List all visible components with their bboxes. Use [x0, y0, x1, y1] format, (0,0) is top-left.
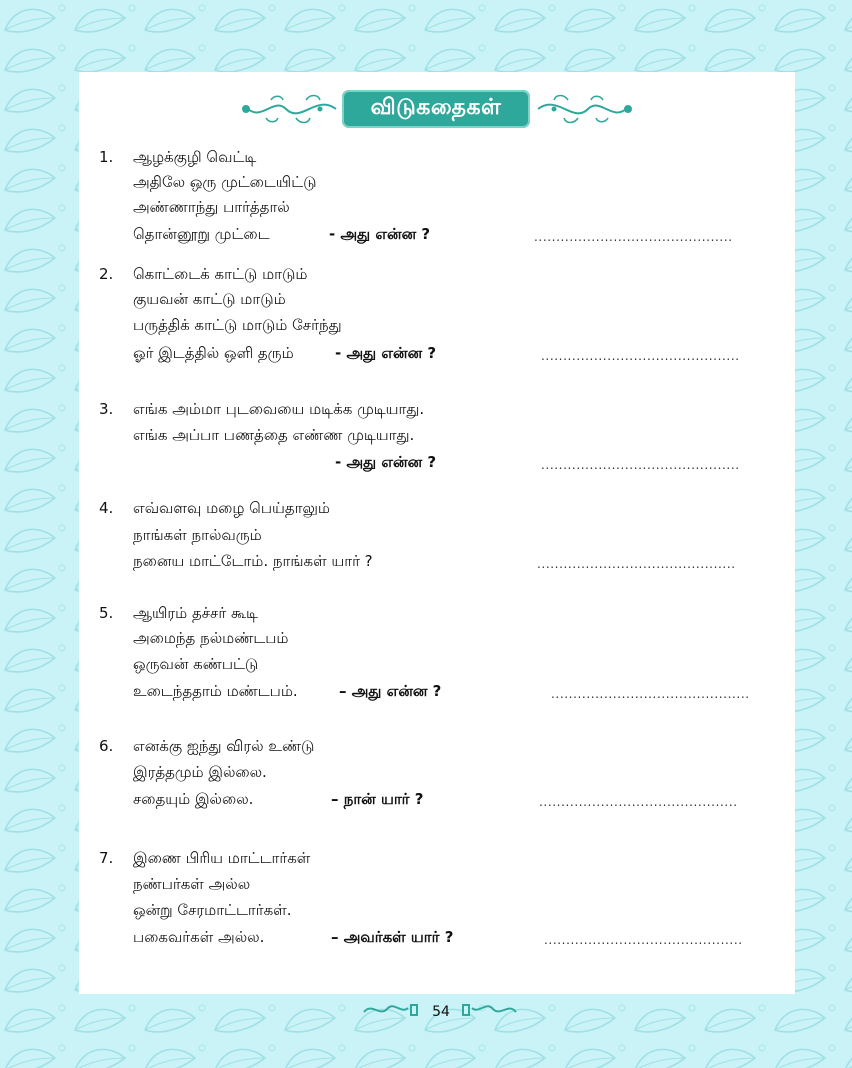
riddle-number: 7. [99, 849, 114, 867]
riddle-line: கொட்டைக் காட்டு மாடும் [133, 265, 308, 283]
riddle-line: பருத்திக் காட்டு மாடும் சேர்ந்து [133, 316, 342, 334]
riddle-number: 1. [99, 148, 114, 166]
riddle-question: - அது என்ன ? [335, 453, 437, 471]
riddle-line: அமைந்த நல்மண்டபம் [133, 629, 289, 647]
page-footer [0, 996, 852, 1026]
riddle-number: 6. [99, 737, 114, 755]
footer-right-ornament-icon [460, 1000, 518, 1020]
riddle-line: இரத்தமும் இல்லை. [133, 763, 267, 781]
riddle-line: ஒன்று சேரமாட்டார்கள். [133, 901, 292, 919]
answer-blank[interactable]: ............................................. [534, 230, 733, 244]
riddle-number: 3. [99, 400, 114, 418]
riddle-line: அண்ணாந்து பார்த்தால் [133, 198, 290, 216]
page-title: விடுகதைகள் [370, 95, 502, 120]
riddle-number: 5. [99, 604, 114, 622]
riddle-line: பகைவர்கள் அல்ல. [133, 928, 265, 946]
riddle-line: குயவன் காட்டு மாடும் [133, 290, 286, 308]
riddle-question: - அது என்ன ? [335, 344, 437, 362]
riddle-line: நனைய மாட்டோம். நாங்கள் யார் ? [133, 552, 373, 570]
page-number: 54 [432, 1004, 450, 1020]
riddle-question: – அது என்ன ? [339, 682, 442, 700]
answer-blank[interactable]: ............................................. [551, 687, 750, 701]
riddle-line: எங்க அம்மா புடவையை மடிக்க முடியாது. [133, 400, 425, 418]
riddle-number: 4. [99, 499, 114, 517]
riddle-line: நாங்கள் நால்வரும் [133, 526, 262, 544]
answer-blank[interactable]: ............................................. [541, 458, 740, 472]
answer-blank[interactable]: ............................................. [544, 933, 743, 947]
answer-blank[interactable]: ............................................. [539, 795, 738, 809]
riddle-line: நண்பர்கள் அல்ல [133, 875, 251, 893]
riddle-question: – நான் யார் ? [331, 790, 424, 808]
footer-left-ornament-icon [362, 1000, 420, 1020]
riddle-line: தொன்னூறு முட்டை [133, 225, 270, 243]
title-header [79, 88, 795, 132]
riddle-line: இணை பிரிய மாட்டார்கள் [133, 849, 311, 867]
riddle-line: சதையும் இல்லை. [133, 790, 254, 808]
left-flourish-icon [236, 90, 338, 128]
riddle-number: 2. [99, 265, 114, 283]
answer-blank[interactable]: ............................................. [537, 557, 736, 571]
riddle-line: எவ்வளவு மழை பெய்தாலும் [133, 499, 331, 517]
riddle-question: – அவர்கள் யார் ? [331, 928, 454, 946]
title-box [342, 90, 530, 128]
riddle-line: எனக்கு ஐந்து விரல் உண்டு [133, 737, 315, 755]
riddle-line: ஆழக்குழி வெட்டி [133, 148, 257, 166]
answer-blank[interactable]: ............................................. [541, 349, 740, 363]
riddle-line: ஆயிரம் தச்சர் கூடி [133, 604, 258, 622]
riddle-line: அதிலே ஒரு முட்டையிட்டு [133, 173, 317, 191]
riddle-line: ஒருவன் கண்பட்டு [133, 655, 259, 673]
riddle-line: ஓர் இடத்தில் ஒளி தரும் [133, 344, 294, 362]
riddle-question: - அது என்ன ? [329, 225, 431, 243]
right-flourish-icon [536, 90, 638, 128]
riddle-line: உடைந்ததாம் மண்டபம். [133, 682, 298, 700]
worksheet-page [79, 72, 795, 994]
riddle-line: எங்க அப்பா பணத்தை எண்ண முடியாது. [133, 426, 415, 444]
